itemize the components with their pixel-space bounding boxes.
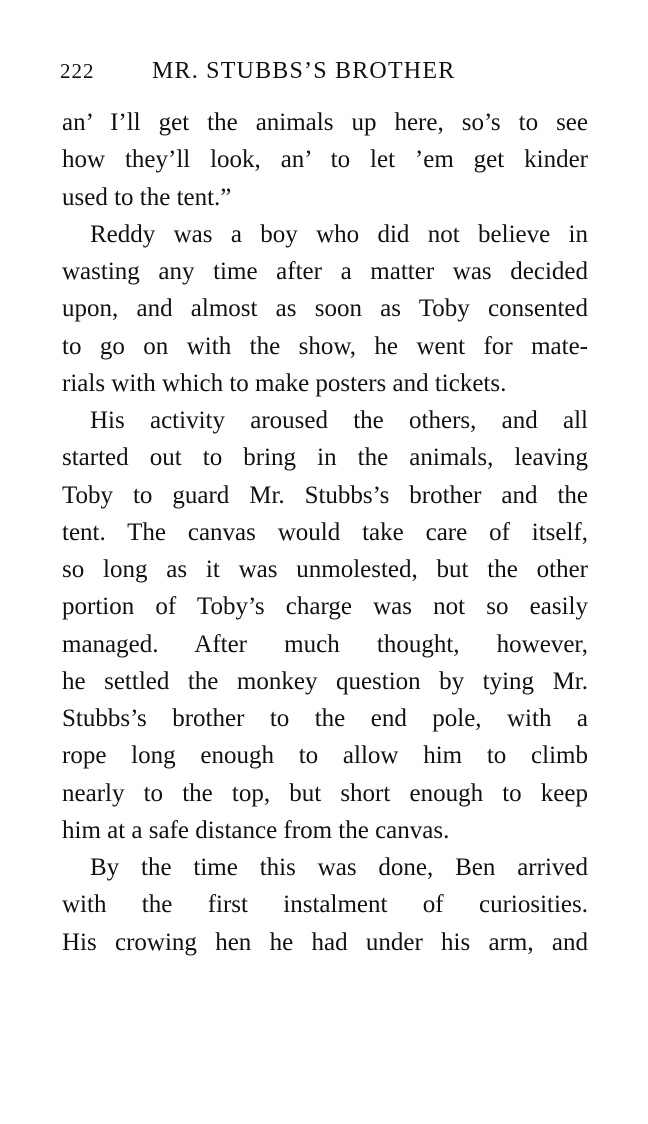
text-line: he settled the monkey question by tying Mr.: [62, 667, 588, 695]
text-line: rials with which to make posters and tickets.: [62, 369, 507, 397]
text-line: wasting any time after a matter was decided: [62, 258, 588, 285]
text-line: nearly to the top, but short enough to keep: [62, 779, 588, 807]
body-text: [62, 104, 588, 961]
text-line: Reddy was a boy who did not believe in: [90, 220, 588, 248]
text-line: His crowing hen he had under his arm, and: [62, 928, 588, 956]
text-line: started out to bring in the animals, leaving: [62, 444, 588, 472]
text-line: how they’ll look, an’ to let ’em get kinder: [62, 146, 588, 174]
text-line: Stubbs’s brother to the end pole, with a: [62, 705, 588, 732]
text-line: rope long enough to allow him to climb: [62, 742, 588, 770]
text-line: an’ I’ll get the animals up here, so’s to see: [62, 109, 588, 136]
text-line: portion of Toby’s charge was not so easily: [62, 593, 588, 621]
text-line: Toby to guard Mr. Stubbs’s brother and the: [62, 481, 588, 509]
text-line: managed. After much thought, however,: [62, 630, 588, 658]
text-line: upon, and almost as soon as Toby consented: [62, 295, 588, 323]
text-line: By the time this was done, Ben arrived: [90, 854, 588, 881]
text-line: so long as it was unmolested, but the other: [62, 556, 588, 583]
text-line: to go on with the show, he went for mate-: [62, 332, 588, 360]
text-line: with the first instalment of curiosities.: [62, 891, 588, 919]
page-number: 222: [60, 59, 95, 83]
text-line: tent. The canvas would take care of itself,: [62, 518, 588, 546]
running-title: MR. STUBBS’S BROTHER: [152, 58, 456, 84]
text-line: His activity aroused the others, and all: [90, 407, 588, 434]
text-line: used to the tent.”: [62, 183, 232, 211]
text-line: him at a safe distance from the canvas.: [62, 816, 450, 844]
running-header: [60, 55, 600, 87]
